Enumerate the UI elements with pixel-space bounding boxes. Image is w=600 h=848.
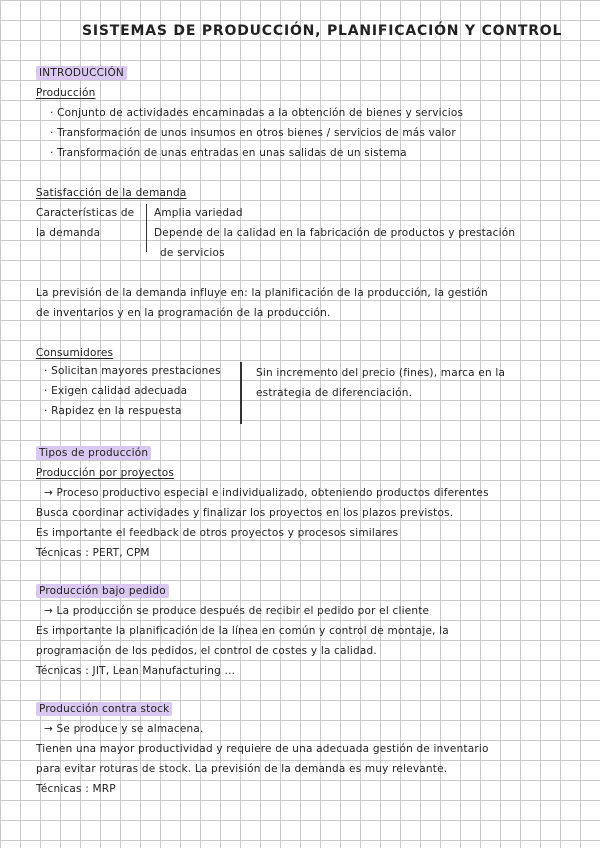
- intro-bullet: · Transformación de unas entradas en unas salidas de un sistema: [50, 147, 407, 159]
- brace-divider: [146, 204, 147, 252]
- projects-line: → Proceso productivo especial e individualizado, obteniendo productos diferentes: [44, 487, 489, 499]
- stock-line: Técnicas : MRP: [36, 783, 116, 795]
- demand-label: la demanda: [36, 227, 101, 239]
- consumers-bullet: · Solicitan mayores prestaciones: [44, 365, 221, 377]
- order-line: Es importante la planificación de la línea en común y control de montaje, la: [36, 625, 449, 637]
- consumers-bullet: · Exigen calidad adecuada: [44, 385, 188, 397]
- order-line: programación de los pedidos, el control de costes y la calidad.: [36, 645, 377, 657]
- order-heading: Producción bajo pedido: [36, 584, 169, 598]
- stock-heading: Producción contra stock: [36, 702, 172, 716]
- types-heading: Tipos de producción: [36, 446, 151, 460]
- projects-line: Busca coordinar actividades y finalizar los proyectos en los plazos previstos.: [36, 507, 454, 519]
- order-line: → La producción se produce después de recibir el pedido por el cliente: [44, 605, 430, 617]
- intro-heading: INTRODUCCIÓN: [36, 66, 127, 80]
- projects-line: Técnicas : PERT, CPM: [36, 547, 150, 559]
- demand-heading: Satisfacción de la demanda: [36, 187, 187, 199]
- consumers-bullet: · Rapidez en la respuesta: [44, 405, 182, 417]
- stock-line: para evitar roturas de stock. La previsión de la demanda es muy relevante.: [36, 763, 448, 775]
- demand-paragraph: de inventarios y en la programación de la producción.: [36, 307, 331, 319]
- vertical-divider: [240, 362, 242, 424]
- intro-bullet: · Transformación de unos insumos en otros bienes / servicios de más valor: [50, 127, 456, 139]
- stock-line: → Se produce y se almacena.: [44, 723, 204, 735]
- projects-heading: Producción por proyectos: [36, 467, 175, 479]
- demand-item: de servicios: [160, 247, 225, 259]
- consumers-note: Sin incremento del precio (fines), marca en la: [256, 367, 506, 379]
- projects-line: Es importante el feedback de otros proyectos y procesos similares: [36, 527, 399, 539]
- consumers-note: estrategia de diferenciación.: [256, 387, 413, 399]
- page-title: SISTEMAS DE PRODUCCIÓN, PLANIFICACIÓN Y CONTROL: [82, 23, 563, 39]
- stock-line: Tienen una mayor productividad y requiere de una adecuada gestión de inventario: [36, 743, 489, 755]
- demand-label: Características de: [36, 207, 135, 219]
- demand-item: Depende de la calidad en la fabricación de productos y prestación: [154, 227, 516, 239]
- demand-item: Amplia variedad: [154, 207, 243, 219]
- intro-subheading: Producción: [36, 87, 96, 99]
- demand-paragraph: La previsión de la demanda influye en: la planificación de la producción, la gestión: [36, 287, 488, 299]
- consumers-heading: Consumidores: [36, 347, 114, 359]
- order-line: Técnicas : JIT, Lean Manufacturing ...: [36, 665, 236, 677]
- intro-bullet: · Conjunto de actividades encaminadas a la obtención de bienes y servicios: [50, 107, 464, 119]
